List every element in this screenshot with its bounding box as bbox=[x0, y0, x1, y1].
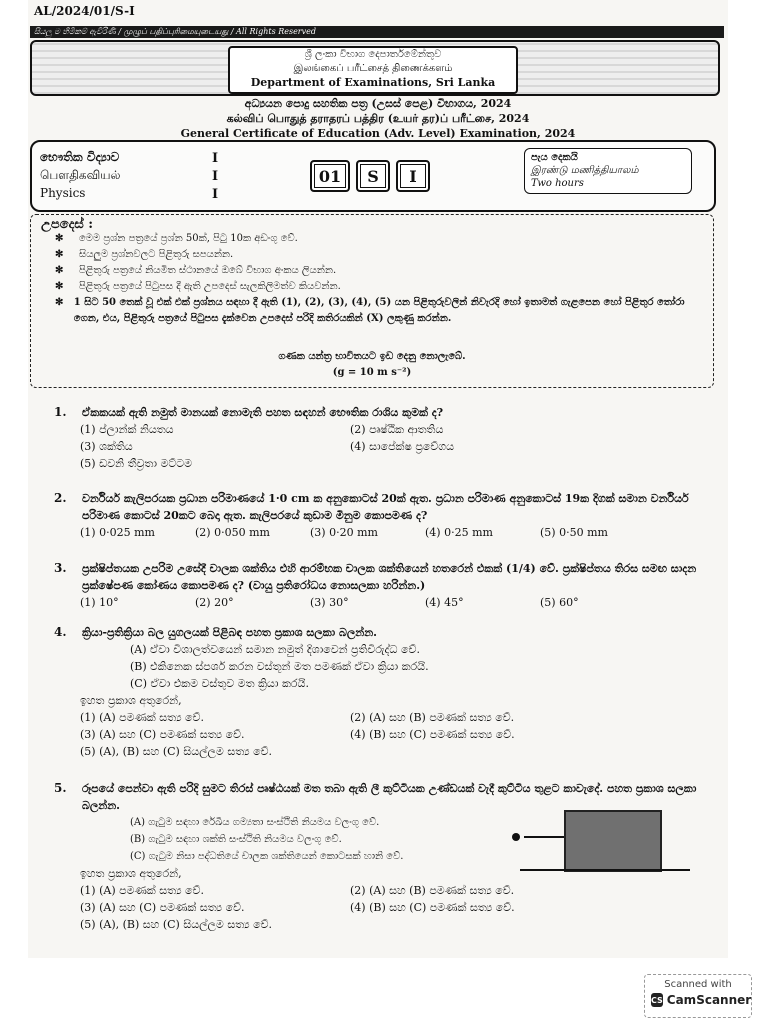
answer-option: (2) 20° bbox=[195, 596, 234, 609]
department-tamil: இலங்கைப் பரீட்சைத் திணைக்களம் bbox=[293, 63, 453, 74]
options-lead: ඉහත ප්‍රකාශ අතුරෙන්, bbox=[80, 694, 182, 707]
camscanner-watermark bbox=[644, 974, 752, 1018]
answer-options bbox=[80, 421, 708, 472]
answer-option: (1) (A) පමණක් සත්‍ය වේ. bbox=[80, 884, 204, 897]
instruction-text: පිළිතුරු පත්‍රයේ නියමිත ස්ථානයේ ඔබේ විභාග අංකය ලියන්න. bbox=[79, 265, 337, 276]
exam-title-tamil: கல்விப் பொதுத் தராதரப் பத்திர (உயர் தர)ப் பரீட்சை, 2024 bbox=[226, 112, 530, 125]
instructions-title: උපදෙස් : bbox=[41, 217, 94, 232]
camscanner-name: CamScanner bbox=[666, 993, 752, 1007]
instruction-text: පිළිතුරු පත්‍රයේ පිටුපස දී ඇති උපදෙස් සැලකිලිමත්ව කියවන්න. bbox=[79, 281, 341, 292]
paper-code bbox=[310, 160, 430, 192]
question-2 bbox=[38, 490, 708, 541]
answer-option: (4) 0·25 mm bbox=[425, 526, 493, 539]
department-english: Department of Examinations, Sri Lanka bbox=[250, 76, 496, 89]
subject-box bbox=[30, 140, 716, 212]
instruction-item bbox=[55, 295, 695, 327]
subject-bar-2: I bbox=[212, 169, 219, 184]
subject-sinhala: භෞතික විද්‍යාව bbox=[40, 150, 120, 164]
department-header bbox=[30, 40, 720, 96]
camscanner-logo-icon: CS bbox=[651, 993, 663, 1007]
duration-box bbox=[524, 148, 692, 194]
instruction-item bbox=[55, 263, 695, 279]
answer-option: (5) 60° bbox=[540, 596, 579, 609]
subject-tamil: பௌதிகவியல் bbox=[40, 168, 121, 182]
statement: (C) ගැටුම නිසා පද්ධතියේ චාලක ශක්තියෙන් කොටසක් හානි වේ. bbox=[130, 851, 404, 862]
answer-option: (4) (B) සහ (C) පමණක් සත්‍ය වේ. bbox=[350, 728, 515, 741]
answer-option: (3) (A) සහ (C) පමණක් සත්‍ය වේ. bbox=[80, 901, 245, 914]
asterisk-icon: ✻ bbox=[55, 297, 64, 308]
gravity-value: (g = 10 m s⁻²) bbox=[332, 367, 412, 378]
instruction-text: මෙම ප්‍රශ්න පත්‍රයේ ප්‍රශ්න 50ක්, පිටු 10ක අඩංගු වේ. bbox=[79, 233, 298, 244]
question-4 bbox=[38, 624, 708, 760]
asterisk-icon: ✻ bbox=[55, 265, 64, 276]
answer-options bbox=[80, 882, 708, 933]
paper-code-part: I bbox=[396, 160, 430, 192]
scanned-with-text: Scanned with bbox=[664, 979, 732, 990]
question-stem: වර්නියර් කැලිපරයක ප්‍රධාන පරිමාණයේ 1·0 cm ක අනුකොටස් 20ක් ඇත. ප්‍රධාන පරිමාණ අනුකොටස් 19ක දිගක් සමාන වර්නියර් පරිමාණ කොටස් 20කට බෙදා ඇත. කැලිපරයේ කුඩාම මිනුම කොපමණ ද? bbox=[82, 492, 689, 522]
answer-option: (5) ඩවනි තීව්‍රතා මට්ටම bbox=[80, 457, 193, 470]
exam-title-english: General Certificate of Education (Adv. Level) Examination, 2024 bbox=[180, 127, 576, 140]
answer-option: (2) (A) සහ (B) පමණක් සත්‍ය වේ. bbox=[350, 884, 515, 897]
instruction-text: සියලුම ප්‍රශ්නවලට පිළිතුරු සපයන්න. bbox=[79, 249, 234, 260]
answer-option: (5) (A), (B) සහ (C) සියල්ලම සත්‍ය වේ. bbox=[80, 918, 273, 931]
answer-option: (2) පෘෂ්ඨික ආතතිය bbox=[350, 423, 444, 436]
instructions-list bbox=[55, 231, 695, 327]
answer-option: (2) (A) සහ (B) පමණක් සත්‍ය වේ. bbox=[350, 711, 515, 724]
asterisk-icon: ✻ bbox=[55, 249, 64, 260]
calculator-note bbox=[31, 349, 713, 381]
answer-option: (1) ප්ලාන්ක් නියතය bbox=[80, 423, 174, 436]
statement: (A) ගැටුම සඳහා රේඛීය ගම්‍යතා සංස්ථිති නියමය වලංගු වේ. bbox=[130, 817, 380, 828]
statements bbox=[130, 641, 708, 692]
wooden-block bbox=[564, 810, 662, 872]
instruction-item bbox=[55, 247, 695, 263]
question-stem: ඒකකයක් ඇති නමුත් මානයක් නොමැති පහත සඳහන් භෞතික රාශිය කුමක් ද? bbox=[82, 406, 444, 419]
question-stem: රූපයේ පෙන්වා ඇති පරිදි සුමට තිරස් පෘෂ්ඨයක් මත තබා ඇති ලී කුට්ටියක උණ්ඩයක් වැදී කුට්ටිය තුළට කාවැදේ. පහත ප්‍රකාශ සලකා බලන්න. bbox=[82, 782, 697, 812]
subject-bar-3: I bbox=[212, 187, 219, 202]
paper-reference: AL/2024/01/S-I bbox=[34, 4, 135, 18]
question-number: 4. bbox=[54, 625, 67, 639]
instructions-box bbox=[30, 214, 714, 388]
department-sinhala: ශ්‍රී ලංකා විභාග දෙපාර්තමේන්තුව bbox=[304, 49, 442, 60]
duration-tamil: இரண்டு மணித்தியாலம் bbox=[531, 165, 639, 176]
subject-bars bbox=[212, 150, 218, 204]
statement: (A) ඒවා විශාලත්වයෙන් සමාන නමුත් දිශාවෙන් ප්‍රතිවිරුද්ධ වේ. bbox=[130, 643, 420, 656]
answer-options bbox=[80, 594, 708, 611]
instruction-item bbox=[55, 231, 695, 247]
answer-options bbox=[80, 524, 708, 541]
subject-names bbox=[40, 148, 121, 202]
instruction-text: 1 සිට 50 තෙක් වූ එක් එක් ප්‍රශ්නය සඳහා දී ඇති (1), (2), (3), (4), (5) යන පිළිතුරුවලින් නිවැරදි හෝ ඉතාමත් ගැළපෙන හෝ පිළිතුර තෝරා ගෙන, එය, පිළිතුරු පත්‍රයේ පිටුපස දැක්වෙන උපදෙස් පරිදි කතිරයකින් (X) ලකුණු කරන්න. bbox=[73, 297, 685, 324]
statement: (C) ඒවා එකම වස්තුව මත ක්‍රියා කරයි. bbox=[130, 677, 309, 690]
question-number: 5. bbox=[54, 781, 67, 795]
answer-option: (4) (B) සහ (C) පමණක් සත්‍ය වේ. bbox=[350, 901, 515, 914]
statement: (B) ගැටුම සඳහා ශක්ති සංස්ථිති නියමය වලංගු වේ. bbox=[130, 834, 342, 845]
subject-bar-1: I bbox=[212, 151, 219, 166]
subject-english: Physics bbox=[40, 186, 86, 200]
question-number: 3. bbox=[54, 561, 67, 575]
paper-code-subject: 01 bbox=[310, 160, 350, 192]
camscanner-brand bbox=[651, 993, 751, 1007]
answer-option: (3) 30° bbox=[310, 596, 349, 609]
duration-sinhala: පැය දෙකයි bbox=[531, 152, 578, 163]
bullet-dot bbox=[512, 833, 520, 841]
department-title-box bbox=[228, 46, 518, 94]
statements bbox=[130, 814, 510, 865]
answer-option: (5) (A), (B) සහ (C) සියල්ලම සත්‍ය වේ. bbox=[80, 745, 273, 758]
calculator-note-text: ගණක යන්ත්‍ර භාවිතයට ඉඩ දෙනු නොලැබේ. bbox=[278, 351, 466, 362]
question-stem: ක්‍රියා-ප්‍රතික්‍රියා බල යුගලයක් පිළිබඳ පහත ප්‍රකාශ සලකා බලන්න. bbox=[82, 626, 377, 639]
statement: (B) එකිනෙක ස්පර්ශ කරන වස්තූන් මත පමණක් ඒවා ක්‍රියා කරයි. bbox=[130, 660, 429, 673]
exam-title-sinhala: අධ්‍යයන පොදු සහතික පත්‍ර (උසස් පෙළ) විභාගය, 2024 bbox=[244, 97, 512, 110]
answer-option: (1) (A) පමණක් සත්‍ය වේ. bbox=[80, 711, 204, 724]
question-1 bbox=[38, 404, 708, 472]
asterisk-icon: ✻ bbox=[55, 233, 64, 244]
horizontal-surface bbox=[520, 869, 690, 871]
all-rights-reserved-strip: සියලු ම හිමිකම් ඇවිරිණි / முழுப் பதிப்புரிமையுடையது / All Rights Reserved bbox=[30, 26, 724, 38]
answer-option: (2) 0·050 mm bbox=[195, 526, 270, 539]
answer-option: (3) (A) සහ (C) පමණක් සත්‍ය වේ. bbox=[80, 728, 245, 741]
question-number: 2. bbox=[54, 491, 67, 505]
paper-code-stream: S bbox=[356, 160, 390, 192]
asterisk-icon: ✻ bbox=[55, 281, 64, 292]
answer-option: (4) සාපේක්ෂ ප්‍රවේගය bbox=[350, 440, 455, 453]
options-lead: ඉහත ප්‍රකාශ අතුරෙන්, bbox=[80, 867, 182, 880]
answer-option: (1) 0·025 mm bbox=[80, 526, 155, 539]
instruction-item bbox=[55, 279, 695, 295]
question-stem: ප්‍රක්ෂිප්තයක උපරිම උසේදී චාලක ශක්තිය එහි ආරම්භක චාලක ශක්තියෙන් හතරෙන් එකක් (1/4) වේ. ප්‍රක්ෂිප්තය තිරස සමඟ සාදන ප්‍රක්ෂේපණ කෝණය කොපමණ ද? (වායු ප්‍රතිරෝධය නොසලකා හරින්න.) bbox=[82, 562, 697, 592]
answer-option: (3) 0·20 mm bbox=[310, 526, 378, 539]
answer-option: (5) 0·50 mm bbox=[540, 526, 608, 539]
question-number: 1. bbox=[54, 405, 67, 419]
question-3 bbox=[38, 560, 708, 611]
answer-option: (4) 45° bbox=[425, 596, 464, 609]
answer-options bbox=[80, 709, 708, 760]
answer-option: (1) 10° bbox=[80, 596, 119, 609]
exam-page bbox=[28, 0, 728, 958]
answer-option: (3) ශක්තිය bbox=[80, 440, 133, 453]
exam-title bbox=[28, 96, 728, 141]
duration-english: Two hours bbox=[531, 178, 584, 189]
